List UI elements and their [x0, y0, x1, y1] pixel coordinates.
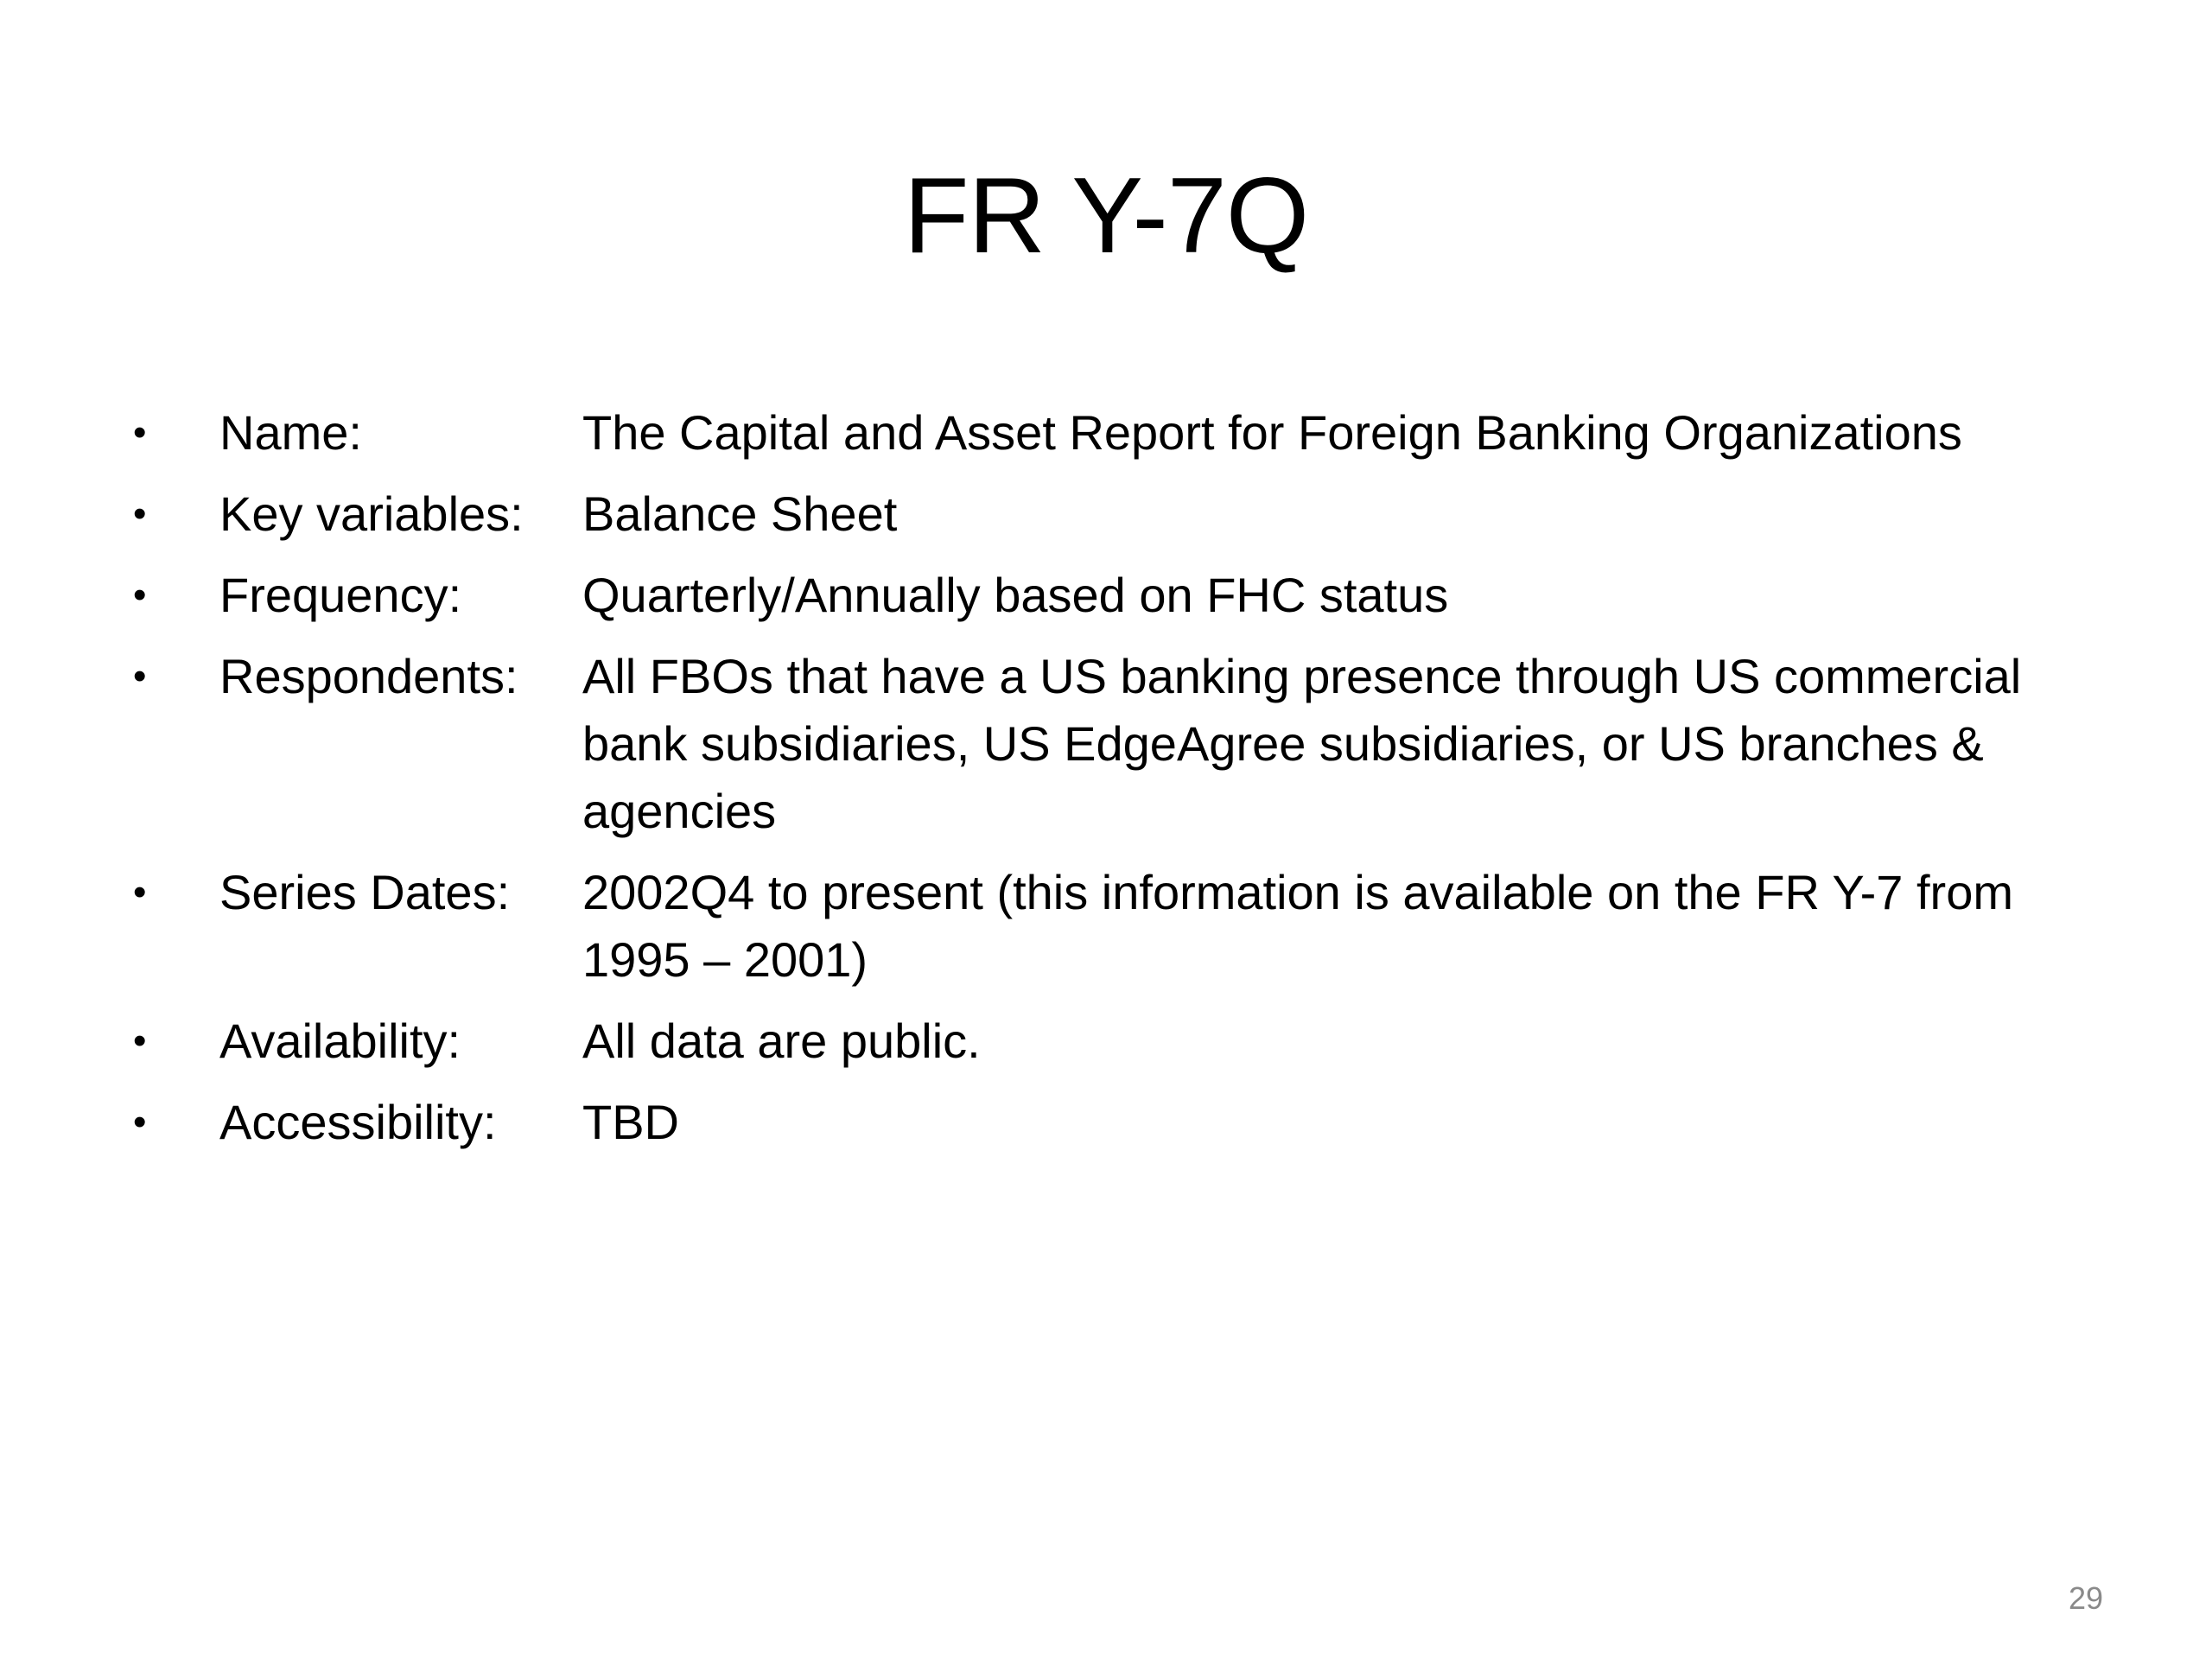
- bullet-icon: •: [133, 1101, 147, 1143]
- bullet-icon: •: [133, 411, 147, 454]
- bullet-value: All data are public.: [582, 1014, 981, 1068]
- bullet-item-accessibility: [128, 1089, 2133, 1156]
- bullet-icon: •: [133, 655, 147, 697]
- bullet-icon: •: [133, 1020, 147, 1062]
- bullet-value: TBD: [582, 1095, 679, 1149]
- bullet-value: The Capital and Asset Report for Foreign Banking Organizations: [582, 405, 1962, 460]
- bullet-item-key-variables: [128, 480, 2133, 548]
- bullet-value: Quarterly/Annually based on FHC status: [582, 568, 1449, 622]
- bullet-label: Accessibility:: [219, 1095, 497, 1149]
- bullet-label: Availability:: [219, 1014, 461, 1068]
- bullet-label: Key variables:: [219, 486, 524, 541]
- bullet-value: 2002Q4 to present (this information is available on the FR Y-7 from 1995 – 2001): [582, 865, 2013, 987]
- page-number: 29: [2068, 1580, 2103, 1616]
- bullet-item-frequency: [128, 562, 2133, 629]
- bullet-icon: •: [133, 574, 147, 616]
- bullet-value: All FBOs that have a US banking presence through US commercial bank subsidiaries, US EdgeAgree subsidiaries, or US branches & agencies: [582, 649, 2022, 838]
- slide-title: FR Y-7Q: [903, 156, 1309, 276]
- bullet-label: Name:: [219, 405, 362, 460]
- bullet-list: [128, 399, 2133, 1170]
- bullet-item-availability: [128, 1007, 2133, 1075]
- bullet-item-respondents: [128, 643, 2133, 845]
- bullet-value: Balance Sheet: [582, 486, 898, 541]
- bullet-label: Series Dates:: [219, 865, 511, 919]
- bullet-label: Frequency:: [219, 568, 462, 622]
- bullet-item-name: [128, 399, 2133, 467]
- bullet-icon: •: [133, 493, 147, 535]
- bullet-icon: •: [133, 871, 147, 913]
- bullet-label: Respondents:: [219, 649, 518, 703]
- bullet-item-series-dates: [128, 859, 2133, 994]
